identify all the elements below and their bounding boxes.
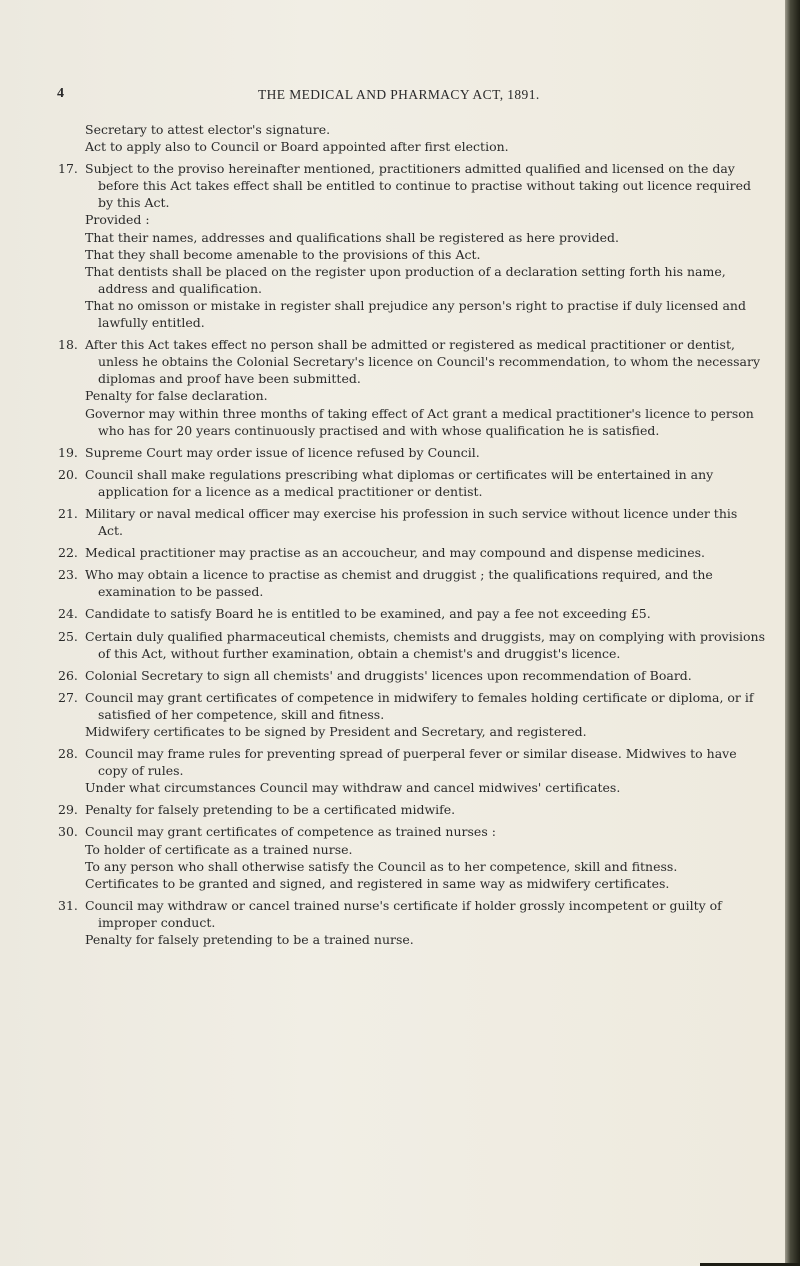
section-number: 31. xyxy=(58,897,78,913)
section-body xyxy=(85,566,766,600)
section-number: 18. xyxy=(58,337,78,353)
section-subparagraph: Provided : xyxy=(85,212,150,228)
section-body xyxy=(85,628,766,662)
section-text: Penalty for falsely pretending to be a certificated midwife. xyxy=(85,802,456,818)
section-body xyxy=(85,745,766,796)
section-31 xyxy=(58,897,766,948)
section-25 xyxy=(58,628,766,662)
section-23 xyxy=(58,566,766,600)
section-22 xyxy=(58,544,766,561)
section-body xyxy=(85,897,766,948)
section-body xyxy=(85,336,766,439)
section-number: 28. xyxy=(58,746,78,762)
section-number: 29. xyxy=(58,802,78,818)
section-17 xyxy=(58,160,766,331)
section-list xyxy=(58,160,766,948)
section-text: Supreme Court may order issue of licence refused by Council. xyxy=(85,444,480,460)
intro-line: Act to apply also to Council or Board appointed after first election. xyxy=(85,139,509,155)
section-text: Who may obtain a licence to practise as chemist and druggist ; the qualifications required, and the examination to be passed. xyxy=(85,567,713,600)
section-18 xyxy=(58,336,766,439)
running-title: THE MEDICAL AND PHARMACY ACT, 1891. xyxy=(258,87,540,102)
section-29 xyxy=(58,801,766,818)
section-subparagraph: Midwifery certificates to be signed by President and Secretary, and registered. xyxy=(85,724,587,739)
section-body xyxy=(85,605,766,622)
section-text: Council may frame rules for preventing spread of puerperal fever or similar disease. Midwives to have copy of rules. xyxy=(85,746,737,779)
section-body xyxy=(85,505,766,539)
section-number: 17. xyxy=(58,161,78,177)
book-spine-edge xyxy=(785,0,800,1266)
section-body xyxy=(85,544,766,561)
section-subparagraph: Penalty for false declaration. xyxy=(85,388,268,404)
section-subparagraph: To any person who shall otherwise satisfy the Council as to her competence, skill and fitness. xyxy=(85,858,678,874)
page-header xyxy=(0,86,785,106)
section-number: 19. xyxy=(58,444,78,460)
section-text: Certain duly qualified pharmaceutical chemists, chemists and druggists, may on complying with provisions of this Act, without further examination, obtain a chemist's and druggist's licence. xyxy=(85,628,766,661)
section-number: 23. xyxy=(58,567,78,583)
section-subparagraph: Penalty for falsely pretending to be a trained nurse. xyxy=(85,932,414,948)
section-body xyxy=(85,160,766,331)
section-text: Council may withdraw or cancel trained nurse's certificate if holder grossly incompetent or guilty of improper conduct. xyxy=(85,897,722,930)
section-subparagraph: That their names, addresses and qualifications shall be registered as here provided. xyxy=(85,229,619,245)
section-30 xyxy=(58,823,766,891)
section-21 xyxy=(58,505,766,539)
page-number: 4 xyxy=(57,86,64,101)
section-number: 22. xyxy=(58,545,78,561)
section-24 xyxy=(58,605,766,622)
section-number: 24. xyxy=(58,606,78,622)
section-number: 21. xyxy=(58,505,78,521)
section-19 xyxy=(58,444,766,461)
section-text: Subject to the proviso hereinafter mentioned, practitioners admitted qualified and licensed on the day before this Act takes effect shall be entitled to continue to practise without taking out licence required by this Act. xyxy=(85,161,751,211)
section-number: 20. xyxy=(58,466,78,482)
section-subparagraph: To holder of certificate as a trained nurse. xyxy=(85,841,353,857)
section-number: 30. xyxy=(58,824,78,840)
section-subparagraph: That no omisson or mistake in register shall prejudice any person's right to practise if duly licensed and lawfully entitled. xyxy=(85,297,746,331)
section-text: Military or naval medical officer may exercise his profession in such service without licence under this Act. xyxy=(85,505,738,539)
section-text: Council shall make regulations prescribing what diplomas or certificates will be entertained in any application for a licence as a medical practitioner or dentist. xyxy=(85,466,714,499)
section-text: Colonial Secretary to sign all chemists' and druggists' licences upon recommendation of Board. xyxy=(85,667,692,683)
section-number: 27. xyxy=(58,689,78,705)
section-26 xyxy=(58,667,766,684)
section-text: Medical practitioner may practise as an accoucheur, and may compound and dispense medicines. xyxy=(85,545,706,561)
section-subparagraph: Under what circumstances Council may withdraw and cancel midwives' certificates. xyxy=(85,780,621,796)
section-text: After this Act takes effect no person shall be admitted or registered as medical practitioner or dentist, unless he obtains the Colonial Secretary's licence on Council's recommendation, to whom the necessary diplomas and proof have been submitted. xyxy=(85,337,761,387)
section-20 xyxy=(58,466,766,500)
section-27 xyxy=(58,689,766,740)
section-text: Council may grant certificates of competence in midwifery to females holding certificate or diploma, or if satisfied of her competence, skill and fitness. xyxy=(85,689,754,722)
section-subparagraph: That dentists shall be placed on the register upon production of a declaration setting forth his name, address and qualification. xyxy=(85,263,726,296)
section-body xyxy=(85,823,766,891)
section-number: 25. xyxy=(58,628,78,644)
section-subparagraph: Certificates to be granted and signed, and registered in same way as midwifery certificates. xyxy=(85,875,670,891)
section-text: Candidate to satisfy Board he is entitled to be examined, and pay a fee not exceeding £5. xyxy=(85,606,651,622)
section-subparagraph: That they shall become amenable to the provisions of this Act. xyxy=(85,246,481,262)
section-body xyxy=(85,444,766,461)
section-body xyxy=(85,466,766,500)
section-body xyxy=(85,667,766,684)
section-number: 26. xyxy=(58,667,78,683)
section-body xyxy=(85,689,766,740)
section-28 xyxy=(58,745,766,796)
section-body xyxy=(85,801,766,818)
intro-line: Secretary to attest elector's signature. xyxy=(85,122,331,137)
section-text: Council may grant certificates of competence as trained nurses : xyxy=(85,824,496,840)
section-subparagraph: Governor may within three months of taking effect of Act grant a medical practitioner's licence to person who has for 20 years continuously practised and with whose qualification he is satisfied. xyxy=(85,405,754,438)
document-body xyxy=(58,121,766,948)
